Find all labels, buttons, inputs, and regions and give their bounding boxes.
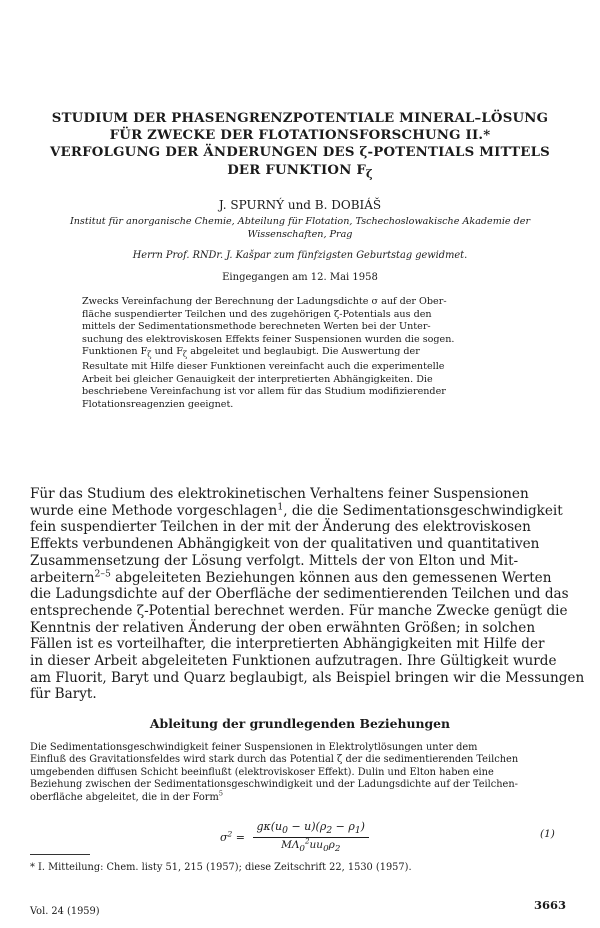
equals-sign: =: [235, 830, 245, 844]
section-line-1: Die Sedimentationsgeschwindigkeit feiner Suspensionen in Elektrolytlösungen unter dem: [30, 742, 478, 753]
reference-2-5: 2–5: [94, 567, 111, 579]
page-number: 3663: [534, 898, 567, 912]
title-line-1: STUDIUM DER PHASENGRENZPOTENTIALE MINERAL–LÖSUNG: [51, 111, 549, 126]
dedication: Herrn Prof. RNDr. J. Kašpar zum fünfzigsten Geburtstag gewidmet.: [132, 250, 468, 261]
abstract-line-5-b: und F: [151, 346, 183, 357]
body-line-8: entsprechende ζ-Potential berechnet werden. Für manche Zwecke genügt die: [30, 602, 568, 619]
reference-5: 5: [218, 789, 224, 798]
title-line-4-sub: ζ: [366, 167, 373, 181]
num-sub-b: 2: [326, 825, 333, 837]
body-line-2-a: wurde eine Methode vorgeschlagen: [30, 502, 278, 519]
section-line-5: [30, 789, 570, 804]
body-line-6-a: arbeitern: [30, 569, 95, 586]
body-line-13: für Baryt.: [30, 686, 97, 703]
equation-fraction: [253, 820, 369, 854]
body-line-12: am Fluorit, Baryt und Quarz beglaubigt, als Beispiel bringen wir die Messungen: [30, 669, 585, 686]
abstract-line-4: suchung des elektroviskosen Effekts feiner Suspensionen wurden die sogen.: [82, 333, 455, 345]
body-line-9: Kenntnis der relativen Änderung der oben erwähnten Größen; in solchen: [30, 619, 536, 636]
title-line-4: [30, 162, 570, 183]
num-part-d: ): [360, 820, 365, 833]
lhs-symbol: σ: [220, 830, 228, 844]
fraction-numerator: [253, 820, 369, 838]
institution-line-1: Institut für anorganische Chemie, Abteilung für Flotation, Tschechoslowakische Akademie der: [69, 216, 531, 227]
footnote: * I. Mitteilung: Chem. listy 51, 215 (1957); diese Zeitschrift 22, 1530 (1957).: [30, 862, 412, 873]
abstract-line-3: mittels der Sedimentationsmethode berechneten Werten bei der Unter-: [82, 321, 431, 332]
footnote-divider: [30, 854, 90, 855]
den-part-a: MΛ: [281, 839, 300, 852]
abstract-line-7: Arbeit bei gleicher Genauigkeit der interpretierten Abhängigkeiten. Die: [82, 373, 433, 385]
body-line-7: die Ladungsdichte auf der Oberfläche der sedimentierenden Teilchen und das: [30, 586, 569, 603]
body-line-11: in dieser Arbeit abgeleiteten Funktionen aufzutragen. Ihre Gültigkeit wurde: [30, 653, 557, 670]
abstract: [82, 296, 550, 411]
abstract-line-5-sub-1: ζ: [147, 349, 152, 359]
title-line-2: FÜR ZWECKE DER FLOTATIONSFORSCHUNG II.*: [109, 128, 491, 144]
section-line-4: Beziehung zwischen der Sedimentationsgeschwindigkeit und der Ladungsdichte auf der Teilchen-: [30, 779, 518, 791]
institution-line-2: Wissenschaften, Prag: [247, 228, 353, 240]
equation-lhs: [220, 828, 245, 844]
num-part-c: − ρ: [332, 820, 355, 833]
abstract-line-1: Zwecks Vereinfachung der Berechnung der Ladungsdichte σ auf der Ober-: [82, 296, 447, 307]
den-sub-c: 2: [334, 844, 341, 855]
num-part-a: gκ(u: [256, 820, 283, 833]
num-part-b: − u)(ρ: [287, 820, 327, 833]
body-line-6: [30, 567, 570, 587]
den-sup-a: 2: [304, 836, 310, 846]
body-paragraph: [30, 486, 585, 703]
equation-number: (1): [540, 828, 555, 840]
body-line-4: Effekts verbundenen Abhängigkeit von der qualitativen und quantitativen: [30, 536, 540, 553]
fraction-denominator: [253, 838, 369, 854]
abstract-line-5: [82, 346, 550, 361]
abstract-line-9: Flotationsreagenzien geeignet.: [82, 398, 234, 410]
abstract-line-5-sub-2: ζ: [182, 349, 188, 359]
body-line-10: Fällen ist es vorteilhafter, die interpretierten Abhängigkeiten mit Hilfe der: [30, 636, 545, 653]
section-line-3: umgebenden diffusen Schicht beeinflußt (elektroviskoser Effekt). Dulin und Elton haben eine: [30, 766, 494, 778]
body-line-1: Für das Studium des elektrokinetischen Verhaltens feiner Suspensionen: [30, 486, 529, 502]
authors: J. SPURNÝ und B. DOBIÁŠ: [218, 198, 382, 212]
den-sub-a: 0: [299, 844, 305, 855]
num-sub-a: 0: [282, 825, 288, 837]
num-sub-c: 1: [354, 825, 361, 837]
abstract-line-6: Resultate mit Hilfe dieser Funktionen vereinfacht auch die experimentelle: [82, 361, 445, 373]
received-date: Eingegangen am 12. Mai 1958: [222, 272, 378, 283]
title-line-4-text: DER FUNKTION F: [227, 162, 367, 178]
body-line-2-b: , die die Sedimentationsgeschwindigkeit: [283, 502, 563, 519]
body-line-2: [30, 503, 570, 520]
den-part-c: ρ: [328, 839, 335, 852]
section-paragraph: [30, 742, 570, 804]
section-line-5-text: oberfläche abgeleitet, die in der Form: [30, 791, 219, 803]
abstract-line-5-c: abgeleitet und beglaubigt. Die Auswertung der: [187, 346, 420, 357]
den-part-b: uu: [309, 839, 324, 852]
body-line-6-b: abgeleiteten Beziehungen können aus den gemessenen Werten: [110, 569, 552, 586]
abstract-line-8: beschriebene Vereinfachung ist vor allem für das Studium modifizierender: [82, 386, 446, 398]
section-line-2: Einfluß des Gravitationsfeldes wird stark durch das Potential ζ der die sedimentierenden Teilchen: [30, 754, 519, 766]
title-line-3: VERFOLGUNG DER ÄNDERUNGEN DES ζ-POTENTIALS MITTELS: [50, 145, 550, 161]
article-title: [30, 110, 570, 182]
institution: [10, 216, 590, 241]
abstract-line-5-a: Funktionen F: [82, 346, 148, 357]
lhs-exponent: 2: [227, 828, 233, 838]
equation-1: [220, 820, 369, 854]
reference-1: 1: [277, 501, 284, 513]
section-heading: Ableitung der grundlegenden Beziehungen: [149, 716, 451, 731]
volume-label: Vol. 24 (1959): [30, 906, 100, 917]
body-line-3: fein suspendierter Teilchen in der mit der Änderung des elektroviskosen: [30, 519, 531, 536]
body-line-5: Zusammensetzung der Lösung verfolgt. Mittels der von Elton und Mit-: [30, 552, 519, 569]
den-sub-b: 0: [323, 844, 329, 855]
abstract-line-2: fläche suspendierter Teilchen und des zugehörigen ζ-Potentials aus den: [82, 308, 432, 320]
